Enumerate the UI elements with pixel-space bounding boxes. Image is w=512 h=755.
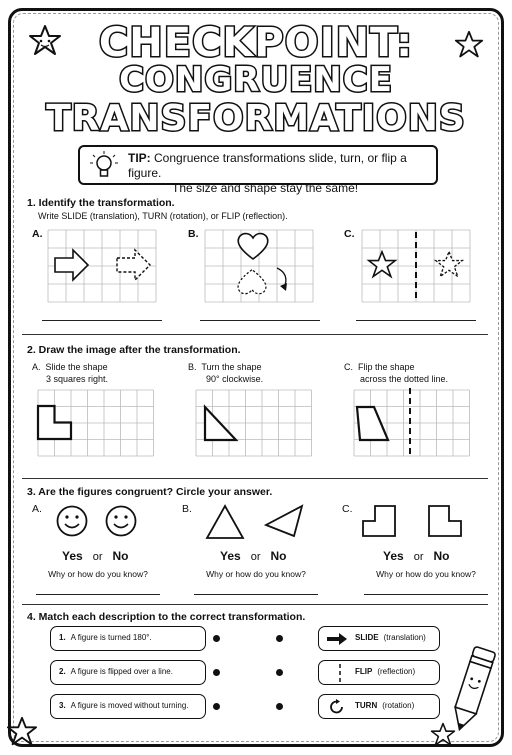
q1-label-c: C. (344, 228, 355, 240)
section-divider (22, 334, 488, 335)
q3-why-c: Why or how do you know? (376, 569, 476, 579)
yes-option[interactable]: Yes (62, 549, 83, 563)
tip-line-1: Congruence transformations slide, turn, or flip a figure. (128, 151, 407, 180)
q3-answer-line-b[interactable] (194, 594, 318, 595)
match-right-flip[interactable]: FLIP (reflection) (318, 660, 440, 685)
q3-why-b: Why or how do you know? (206, 569, 306, 579)
arrow-right-icon (327, 633, 347, 645)
triangle-shape (204, 406, 238, 442)
match-left-1[interactable]: 1. A figure is turned 180°. (50, 626, 206, 651)
heart-shape-original (236, 232, 270, 260)
q2-item-c: C. Flip the shape across the dotted line. (344, 362, 449, 384)
q3-heading: 3. Are the figures congruent? Circle your answer. (27, 486, 273, 498)
q3-why-a: Why or how do you know? (48, 569, 148, 579)
q2-item-b: B. Turn the shape 90° clockwise. (188, 362, 264, 384)
match-dot-right[interactable] (276, 669, 283, 676)
title-line-2: CONGRUENCE (119, 60, 393, 100)
yes-option[interactable]: Yes (383, 549, 404, 563)
q3-answer-line-c[interactable] (364, 594, 488, 595)
q3-label-b: B. (182, 503, 192, 515)
match-dot-left[interactable] (213, 635, 220, 642)
q3-answer-line-a[interactable] (36, 594, 160, 595)
triangle-shape (206, 505, 244, 539)
q1-label-b: B. (188, 228, 199, 240)
q1-answer-line-b[interactable] (200, 320, 320, 321)
arrow-shape-image (117, 250, 151, 280)
q1-label-a: A. (32, 228, 43, 240)
match-right-turn[interactable]: TURN (rotation) (318, 694, 440, 719)
l-shape-flipped (428, 505, 462, 537)
heart-shape-image (236, 268, 268, 296)
q1-heading: 1. Identify the transformation. (27, 197, 175, 209)
q4-heading: 4. Match each description to the correct transformation. (27, 611, 306, 623)
turn-arrow-icon (274, 266, 292, 292)
q1-answer-line-c[interactable] (356, 320, 476, 321)
q2-item-a: A. Slide the shape 3 squares right. (32, 362, 109, 384)
section-divider (22, 478, 488, 479)
l-shape (362, 505, 396, 537)
q3-label-a: A. (32, 503, 42, 515)
star-icon (6, 716, 38, 748)
yes-option[interactable]: Yes (220, 549, 241, 563)
reflection-line (408, 388, 412, 458)
match-dot-left[interactable] (213, 669, 220, 676)
match-dot-right[interactable] (276, 635, 283, 642)
pencil-mascot-icon (448, 640, 500, 736)
l-shape (38, 406, 78, 440)
star-shape-original (367, 250, 397, 280)
star-shape-image (434, 250, 464, 280)
rotate-icon (329, 699, 345, 715)
trapezoid-shape (356, 406, 392, 442)
no-option[interactable]: No (433, 549, 450, 563)
q3-label-c: C. (342, 503, 353, 515)
title-line-1: CHECKPOINT: (98, 20, 414, 66)
no-option[interactable]: No (112, 549, 129, 563)
tip-box (78, 145, 438, 195)
tip-label: TIP: (128, 151, 151, 165)
match-dot-left[interactable] (213, 703, 220, 710)
reflection-line (414, 232, 418, 302)
match-dot-right[interactable] (276, 703, 283, 710)
smiley-face-icon (105, 505, 137, 537)
match-left-3[interactable]: 3. A figure is moved without turning. (50, 694, 206, 719)
q3-choice-a[interactable]: Yes or No (62, 549, 129, 563)
smiley-face-icon (56, 505, 88, 537)
section-divider (22, 604, 488, 605)
q2-heading: 2. Draw the image after the transformation. (27, 344, 241, 356)
dashed-line-icon (339, 664, 341, 682)
title-line-3: TRANSFORMATIONS (46, 98, 466, 139)
arrow-shape-original (55, 250, 89, 280)
match-left-2[interactable]: 2. A figure is flipped over a line. (50, 660, 206, 685)
q1-answer-line-a[interactable] (42, 320, 162, 321)
q3-choice-c[interactable]: Yes or No (383, 549, 450, 563)
lightbulb-icon (90, 151, 118, 181)
q3-choice-b[interactable]: Yes or No (220, 549, 287, 563)
triangle-shape-rotated (264, 505, 304, 537)
q1-instruction: Write SLIDE (translation), TURN (rotation), or FLIP (reflection). (38, 211, 288, 221)
tip-line-2: The size and shape stay the same! (172, 181, 359, 195)
no-option[interactable]: No (270, 549, 287, 563)
match-right-slide[interactable]: SLIDE (translation) (318, 626, 440, 651)
